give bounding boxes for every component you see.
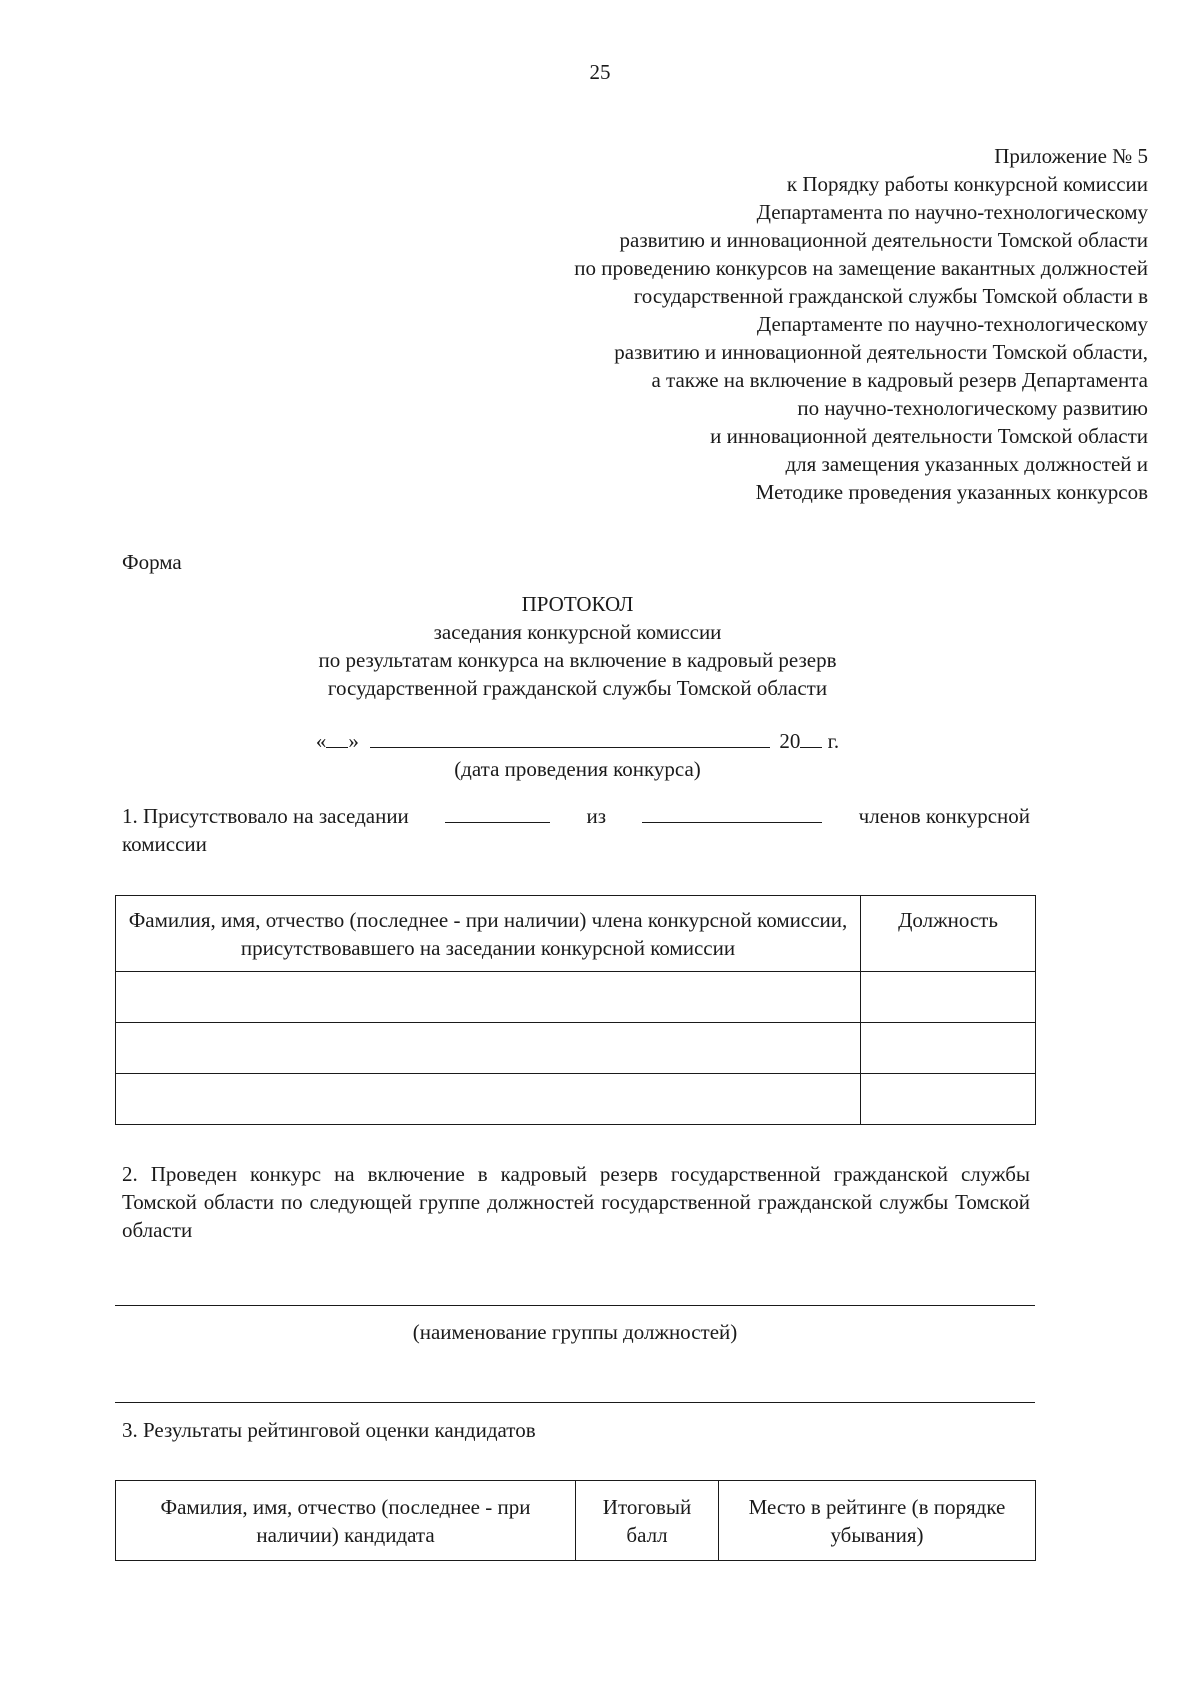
protocol-subtitle-line: по результатам конкурса на включение в кадровый резерв (318, 648, 837, 672)
rating-table-header-name: Фамилия, имя, отчество (последнее - при наличии) кандидата (116, 1481, 576, 1561)
date-caption: (дата проведения конкурса) (454, 757, 701, 781)
appendix-line: государственной гражданской службы Томской области в (633, 284, 1148, 308)
rating-table (115, 1480, 1036, 1561)
appendix-line: по научно-технологическому развитию (797, 396, 1148, 420)
section-1 (122, 802, 1030, 858)
table-row (116, 1023, 1036, 1074)
section-1-members: членов конкурсной (858, 804, 1030, 828)
page-number: 25 (589, 60, 611, 84)
section-1-text: 1. Присутствовало на заседании (122, 804, 409, 828)
date-close-quote: » (348, 729, 359, 753)
rating-table-header-place: Место в рейтинге (в порядке убывания) (719, 1481, 1036, 1561)
rating-table-header-score: Итоговый балл (576, 1481, 719, 1561)
protocol-title (0, 590, 1155, 702)
table-row (116, 1074, 1036, 1125)
table-cell[interactable] (861, 1074, 1036, 1125)
appendix-header (388, 142, 1148, 506)
appendix-line: по проведению конкурсов на замещение вакантных должностей (574, 256, 1148, 280)
protocol-subtitle-line: заседания конкурсной комиссии (433, 620, 722, 644)
position-group-line-2[interactable] (115, 1402, 1035, 1403)
table-cell[interactable] (861, 972, 1036, 1023)
table-row (116, 972, 1036, 1023)
position-group-line[interactable] (115, 1305, 1035, 1306)
date-open-quote: « (315, 729, 327, 753)
total-count-blank[interactable] (642, 802, 822, 823)
form-label: Форма (122, 550, 182, 574)
members-table-header-position: Должность (861, 896, 1036, 972)
section-3-text: 3. Результаты рейтинговой оценки кандидатов (122, 1418, 536, 1442)
year-blank[interactable] (800, 727, 822, 748)
members-table (115, 895, 1036, 1125)
appendix-line: Департамента по научно-технологическому (756, 200, 1148, 224)
table-cell[interactable] (116, 1074, 861, 1125)
appendix-line: развитию и инновационной деятельности Томской области (619, 228, 1148, 252)
members-table-header-name: Фамилия, имя, отчество (последнее - при наличии) члена конкурсной комиссии, присутствовавшего на заседании конкурсной комиссии (116, 896, 861, 972)
year-prefix: 20 (779, 729, 801, 753)
protocol-subtitle-line: государственной гражданской службы Томской области (327, 676, 828, 700)
position-group-caption: (наименование группы должностей) (412, 1320, 738, 1344)
section-1-continuation: комиссии (122, 832, 207, 856)
present-count-blank[interactable] (445, 802, 550, 823)
year-suffix: г. (827, 729, 840, 753)
appendix-line: Приложение № 5 (994, 144, 1148, 168)
section-1-of: из (586, 804, 606, 828)
appendix-line: и инновационной деятельности Томской области (710, 424, 1148, 448)
appendix-line: Методике проведения указанных конкурсов (755, 480, 1148, 504)
table-cell[interactable] (116, 972, 861, 1023)
section-2-text: 2. Проведен конкурс на включение в кадровый резерв государственной гражданской службы Томской области по следующей группе должностей государственной гражданской службы Томской области (122, 1162, 1030, 1242)
table-cell[interactable] (116, 1023, 861, 1074)
appendix-line: Департаменте по научно-технологическому (756, 312, 1148, 336)
date-line (0, 727, 1155, 755)
month-blank[interactable] (370, 727, 770, 748)
protocol-heading: ПРОТОКОЛ (521, 592, 634, 616)
appendix-line: к Порядку работы конкурсной комиссии (786, 172, 1148, 196)
appendix-line: развитию и инновационной деятельности Томской области, (614, 340, 1148, 364)
appendix-line: а также на включение в кадровый резерв Департамента (651, 368, 1148, 392)
table-cell[interactable] (861, 1023, 1036, 1074)
appendix-line: для замещения указанных должностей и (785, 452, 1148, 476)
day-blank[interactable] (326, 727, 348, 748)
